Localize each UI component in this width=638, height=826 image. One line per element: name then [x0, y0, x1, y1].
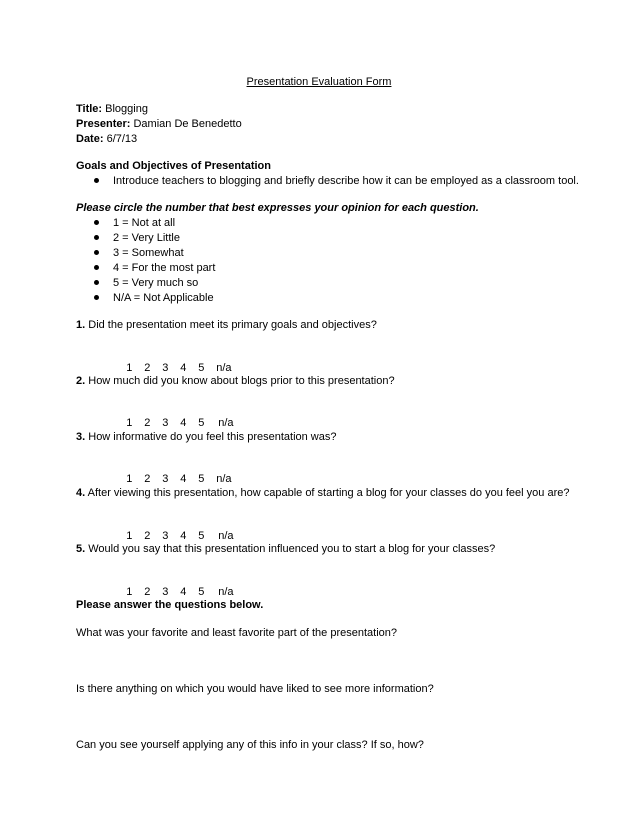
question-3 [76, 430, 337, 445]
rating-option-2[interactable]: 2 [144, 362, 151, 374]
rating-option-1[interactable]: 1 [126, 473, 133, 485]
question-2 [76, 374, 395, 389]
rating-option-2[interactable]: 2 [144, 417, 151, 429]
bullet-icon [94, 178, 99, 183]
open-question-1: What was your favorite and least favorite part of the presentation? [76, 627, 398, 639]
question-text: Did the presentation meet its primary goals and objectives? [85, 319, 377, 331]
rating-option-5[interactable]: 5 [198, 417, 205, 429]
rating-option-3[interactable]: 3 [162, 362, 169, 374]
question-number: 3. [76, 431, 86, 443]
goals-list-item [94, 174, 579, 189]
question-text: Would you say that this presentation influenced you to start a blog for your classes? [85, 543, 496, 555]
open-question-3: Can you see yourself applying any of this info in your class? If so, how? [76, 739, 424, 751]
bullet-icon [94, 250, 99, 255]
scale-legend-text: 1 = Not at all [113, 217, 176, 229]
rating-option-3[interactable]: 3 [162, 473, 169, 485]
rating-option-na[interactable]: n/a [216, 473, 232, 485]
question-number: 1. [76, 319, 86, 331]
scale-legend-text: 2 = Very Little [113, 232, 180, 244]
rating-option-1[interactable]: 1 [126, 417, 133, 429]
rating-option-na[interactable]: n/a [218, 530, 234, 542]
open-question-2: Is there anything on which you would have liked to see more information? [76, 683, 434, 695]
scale-legend-item [94, 231, 180, 246]
instructions: Please circle the number that best expresses your opinion for each question. [76, 202, 479, 214]
question-number: 2. [76, 375, 86, 387]
title-row [76, 102, 148, 117]
goals-heading: Goals and Objectives of Presentation [76, 160, 271, 172]
date-value: 6/7/13 [103, 133, 138, 145]
rating-option-4[interactable]: 4 [180, 530, 187, 542]
bullet-icon [94, 235, 99, 240]
rating-option-5[interactable]: 5 [198, 530, 205, 542]
rating-option-4[interactable]: 4 [180, 362, 187, 374]
bullet-icon [94, 265, 99, 270]
date-row [76, 132, 137, 147]
rating-option-3[interactable]: 3 [162, 586, 169, 598]
rating-option-2[interactable]: 2 [144, 586, 151, 598]
bullet-icon [94, 220, 99, 225]
question-text: After viewing this presentation, how capable of starting a blog for your classes do you feel you are? [85, 487, 570, 499]
rating-option-4[interactable]: 4 [180, 473, 187, 485]
form-title: Presentation Evaluation Form [246, 76, 392, 88]
scale-legend-item [94, 246, 184, 261]
question-4 [76, 486, 569, 501]
rating-option-2[interactable]: 2 [144, 530, 151, 542]
rating-option-4[interactable]: 4 [180, 586, 187, 598]
scale-legend-text: 3 = Somewhat [113, 247, 184, 259]
rating-option-3[interactable]: 3 [162, 530, 169, 542]
rating-option-1[interactable]: 1 [126, 362, 133, 374]
goals-item-text: Introduce teachers to blogging and briefly describe how it can be employed as a classroom tool. [113, 175, 579, 187]
question-5 [76, 542, 495, 557]
scale-legend-text: N/A = Not Applicable [113, 292, 214, 304]
open-questions-heading: Please answer the questions below. [76, 599, 264, 611]
bullet-icon [94, 280, 99, 285]
scale-legend-item [94, 276, 198, 291]
presenter-value: Damian De Benedetto [130, 118, 242, 130]
rating-option-na[interactable]: n/a [218, 417, 234, 429]
rating-option-5[interactable]: 5 [198, 362, 205, 374]
question-1 [76, 318, 377, 333]
question-text: How informative do you feel this presentation was? [85, 431, 337, 443]
scale-legend-item [94, 291, 214, 306]
presenter-row [76, 117, 242, 132]
bullet-icon [94, 295, 99, 300]
rating-option-5[interactable]: 5 [198, 586, 205, 598]
scale-legend-text: 5 = Very much so [113, 277, 199, 289]
rating-option-na[interactable]: n/a [218, 586, 234, 598]
question-text: How much did you know about blogs prior to this presentation? [85, 375, 395, 387]
scale-legend-item [94, 261, 215, 276]
question-number: 4. [76, 487, 86, 499]
rating-option-na[interactable]: n/a [216, 362, 232, 374]
scale-legend-text: 4 = For the most part [113, 262, 216, 274]
question-number: 5. [76, 543, 86, 555]
rating-option-4[interactable]: 4 [180, 417, 187, 429]
rating-option-1[interactable]: 1 [126, 530, 133, 542]
rating-option-5[interactable]: 5 [198, 473, 205, 485]
title-label: Title: [76, 103, 103, 115]
rating-option-2[interactable]: 2 [144, 473, 151, 485]
rating-option-1[interactable]: 1 [126, 586, 133, 598]
title-value: Blogging [102, 103, 148, 115]
scale-legend-item [94, 216, 175, 231]
rating-option-3[interactable]: 3 [162, 417, 169, 429]
presenter-label: Presenter: [76, 118, 131, 130]
date-label: Date: [76, 133, 104, 145]
